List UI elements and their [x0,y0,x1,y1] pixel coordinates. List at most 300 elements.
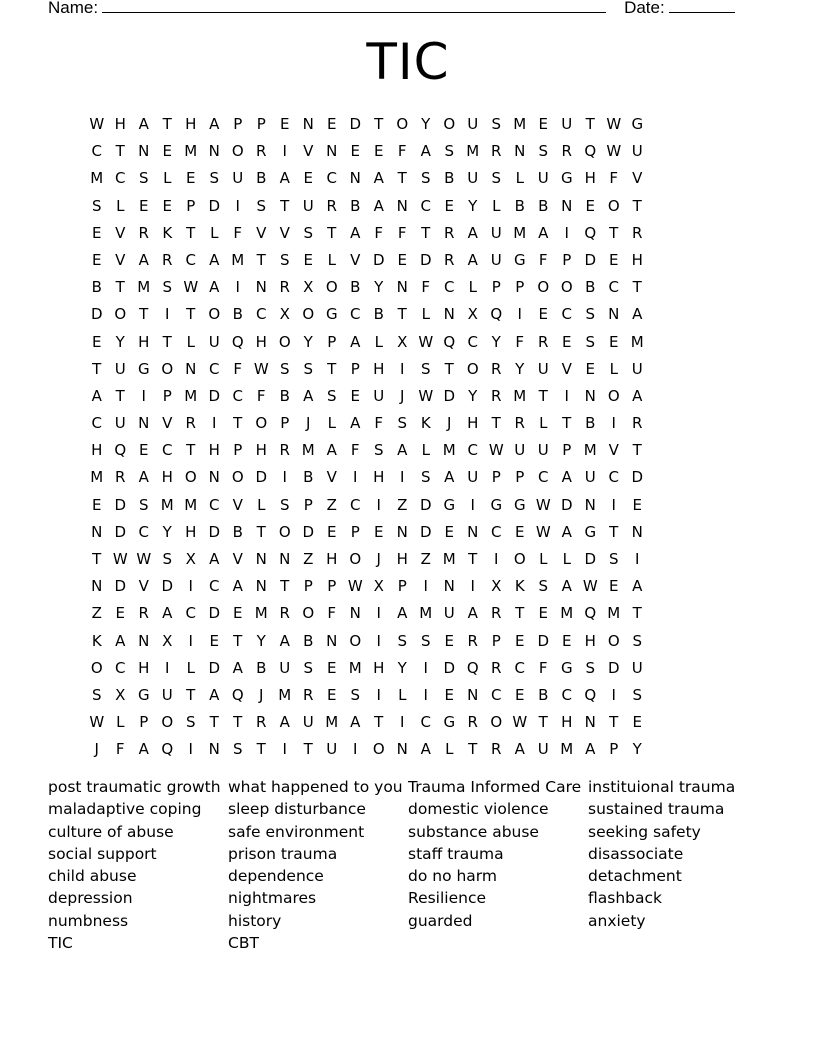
grid-letter[interactable]: O [302,305,315,324]
grid-letter[interactable]: O [161,359,174,378]
grid-letter[interactable]: A [561,522,572,541]
grid-letter[interactable]: G [560,169,573,188]
grid-letter[interactable]: U [631,658,643,677]
grid-letter[interactable]: E [444,522,454,541]
grid-letter[interactable]: B [232,305,243,324]
grid-letter[interactable]: C [420,196,431,215]
grid-letter[interactable]: S [632,631,643,650]
grid-letter[interactable]: L [609,359,618,378]
grid-letter[interactable]: A [350,414,361,433]
grid-letter[interactable]: C [608,468,619,487]
grid-letter[interactable]: R [491,359,502,378]
grid-letter[interactable]: D [208,522,221,541]
grid-letter[interactable]: N [279,550,291,568]
grid-letter[interactable]: E [515,522,525,541]
grid-letter[interactable]: P [162,386,172,405]
grid-letter[interactable]: H [185,522,197,541]
grid-letter[interactable]: D [631,468,644,487]
grid-letter[interactable]: R [326,196,337,215]
grid-letter[interactable]: N [255,550,267,568]
grid-letter[interactable]: Y [115,332,125,351]
grid-letter[interactable]: I [188,577,193,596]
grid-letter[interactable]: H [208,441,220,460]
grid-letter[interactable]: S [491,115,502,133]
grid-letter[interactable]: R [279,278,290,297]
grid-letter[interactable]: Y [515,359,525,378]
grid-letter[interactable]: S [538,142,549,161]
grid-letter[interactable]: H [467,414,479,433]
grid-letter[interactable]: A [585,740,596,759]
grid-letter[interactable]: Q [584,142,597,161]
grid-letter[interactable]: I [376,685,381,704]
grid-letter[interactable]: M [160,495,174,514]
grid-letter[interactable]: D [208,386,221,405]
grid-letter[interactable]: I [165,305,170,324]
grid-letter[interactable]: R [561,142,572,161]
grid-letter[interactable]: P [515,468,525,487]
grid-letter[interactable]: P [562,250,572,269]
grid-letter[interactable]: M [348,658,362,677]
grid-letter[interactable]: G [325,305,338,324]
grid-letter[interactable]: O [278,522,291,541]
grid-letter[interactable]: I [212,414,217,433]
grid-letter[interactable]: H [138,658,150,677]
grid-letter[interactable]: T [632,196,642,215]
grid-letter[interactable]: S [420,359,431,378]
grid-letter[interactable]: N [608,305,620,324]
grid-letter[interactable]: E [397,250,407,269]
grid-letter[interactable]: U [208,332,220,351]
grid-letter[interactable]: H [584,169,596,188]
grid-letter[interactable]: Q [584,685,597,704]
grid-letter[interactable]: V [232,550,243,568]
grid-letter[interactable]: C [608,278,619,297]
grid-letter[interactable]: E [444,196,454,215]
grid-letter[interactable]: P [303,495,313,514]
grid-letter[interactable]: N [631,522,643,541]
grid-letter[interactable]: Q [584,223,597,242]
grid-letter[interactable]: M [90,468,104,487]
grid-letter[interactable]: N [302,115,314,133]
grid-letter[interactable]: S [185,713,196,732]
grid-letter[interactable]: W [347,577,363,596]
grid-letter[interactable]: I [376,495,381,514]
grid-letter[interactable]: C [444,278,455,297]
grid-letter[interactable]: E [538,604,548,623]
grid-letter[interactable]: L [257,495,266,514]
grid-letter[interactable]: E [92,495,102,514]
grid-letter[interactable]: P [303,577,313,596]
grid-letter[interactable]: L [116,196,125,215]
grid-letter[interactable]: O [114,305,127,324]
grid-letter[interactable]: T [115,142,125,161]
grid-letter[interactable]: M [278,685,292,704]
grid-letter[interactable]: G [443,713,456,732]
grid-letter[interactable]: M [560,740,574,759]
grid-letter[interactable]: S [303,359,314,378]
grid-letter[interactable]: E [162,196,172,215]
grid-letter[interactable]: Z [326,495,337,514]
grid-letter[interactable]: E [280,115,290,133]
grid-letter[interactable]: S [303,658,314,677]
grid-letter[interactable]: E [233,604,243,623]
grid-letter[interactable]: I [611,685,616,704]
grid-letter[interactable]: S [232,740,243,759]
grid-letter[interactable]: T [327,359,337,378]
grid-letter[interactable]: A [209,115,220,133]
grid-letter[interactable]: W [89,115,105,133]
grid-letter[interactable]: L [421,305,430,324]
grid-letter[interactable]: S [279,250,290,269]
grid-letter[interactable]: O [560,278,573,297]
grid-letter[interactable]: U [114,359,126,378]
grid-letter[interactable]: S [279,359,290,378]
grid-letter[interactable]: L [398,685,407,704]
grid-letter[interactable]: N [584,713,596,732]
grid-letter[interactable]: M [325,713,339,732]
grid-letter[interactable]: L [186,332,195,351]
grid-letter[interactable]: T [256,522,266,541]
grid-letter[interactable]: R [491,604,502,623]
grid-letter[interactable]: I [423,658,428,677]
grid-letter[interactable]: N [349,604,361,623]
grid-letter[interactable]: N [91,522,103,541]
grid-letter[interactable]: F [374,414,384,433]
grid-letter[interactable]: X [279,305,290,324]
grid-letter[interactable]: T [632,441,642,460]
grid-letter[interactable]: T [92,550,102,568]
grid-letter[interactable]: A [162,604,173,623]
grid-letter[interactable]: T [280,196,290,215]
grid-letter[interactable]: G [137,685,150,704]
grid-letter[interactable]: H [114,115,126,133]
grid-letter[interactable]: H [373,658,385,677]
grid-letter[interactable]: N [396,196,408,215]
grid-letter[interactable]: S [420,169,431,188]
grid-letter[interactable]: I [423,577,428,596]
grid-letter[interactable]: D [208,658,221,677]
grid-letter[interactable]: O [372,740,385,759]
grid-letter[interactable]: E [632,495,642,514]
grid-letter[interactable]: T [632,604,642,623]
grid-letter[interactable]: U [537,359,549,378]
grid-letter[interactable]: T [139,305,149,324]
grid-letter[interactable]: C [350,495,361,514]
grid-letter[interactable]: T [115,278,125,297]
grid-letter[interactable]: N [208,142,220,161]
grid-letter[interactable]: T [327,223,337,242]
grid-letter[interactable]: G [443,495,456,514]
grid-letter[interactable]: F [397,223,407,242]
grid-letter[interactable]: A [209,550,220,568]
grid-letter[interactable]: N [396,278,408,297]
grid-letter[interactable]: U [279,658,291,677]
grid-letter[interactable]: E [585,196,595,215]
grid-letter[interactable]: A [538,223,549,242]
grid-letter[interactable]: T [92,359,102,378]
grid-letter[interactable]: W [89,713,105,732]
grid-letter[interactable]: X [115,685,126,704]
grid-letter[interactable]: C [561,685,572,704]
grid-letter[interactable]: A [138,740,149,759]
grid-letter[interactable]: T [115,386,125,405]
grid-letter[interactable]: E [162,142,172,161]
grid-letter[interactable]: S [585,658,596,677]
grid-letter[interactable]: I [400,359,405,378]
grid-letter[interactable]: W [582,577,598,596]
grid-letter[interactable]: Z [420,550,431,568]
grid-letter[interactable]: W [112,550,128,568]
grid-letter[interactable]: I [564,223,569,242]
grid-letter[interactable]: H [185,115,197,133]
grid-letter[interactable]: U [373,386,385,405]
grid-letter[interactable]: B [538,196,549,215]
grid-letter[interactable]: H [631,250,643,269]
grid-letter[interactable]: R [632,414,643,433]
grid-letter[interactable]: U [326,740,338,759]
grid-letter[interactable]: T [256,250,266,269]
grid-letter[interactable]: U [161,685,173,704]
grid-letter[interactable]: A [115,631,126,650]
grid-letter[interactable]: Y [162,522,172,541]
grid-letter[interactable]: V [279,223,290,242]
grid-letter[interactable]: L [492,196,501,215]
grid-letter[interactable]: O [231,142,244,161]
grid-letter[interactable]: X [397,332,408,351]
grid-letter[interactable]: L [210,223,219,242]
grid-letter[interactable]: Q [114,441,127,460]
grid-letter[interactable]: X [491,577,502,596]
grid-letter[interactable]: N [396,522,408,541]
grid-letter[interactable]: E [350,386,360,405]
grid-letter[interactable]: A [467,223,478,242]
grid-letter[interactable]: O [466,359,479,378]
grid-letter[interactable]: S [91,685,102,704]
grid-letter[interactable]: E [327,685,337,704]
grid-letter[interactable]: U [537,740,549,759]
grid-letter[interactable]: F [421,278,431,297]
grid-letter[interactable]: S [162,278,173,297]
grid-letter[interactable]: F [327,604,337,623]
grid-letter[interactable]: T [609,713,619,732]
grid-letter[interactable]: A [138,115,149,133]
grid-letter[interactable]: D [584,550,597,568]
grid-letter[interactable]: F [397,142,407,161]
grid-letter[interactable]: N [138,142,150,161]
grid-letter[interactable]: E [609,577,619,596]
grid-letter[interactable]: N [326,142,338,161]
grid-letter[interactable]: F [515,332,525,351]
grid-letter[interactable]: D [443,386,456,405]
grid-letter[interactable]: V [256,223,267,242]
grid-letter[interactable]: T [280,577,290,596]
grid-letter[interactable]: S [303,223,314,242]
grid-letter[interactable]: Z [91,604,102,623]
grid-letter[interactable]: C [467,332,478,351]
grid-letter[interactable]: C [115,658,126,677]
grid-letter[interactable]: S [397,414,408,433]
grid-letter[interactable]: L [327,250,336,269]
grid-letter[interactable]: L [421,441,430,460]
grid-letter[interactable]: A [279,631,290,650]
grid-letter[interactable]: I [282,142,287,161]
grid-letter[interactable]: C [162,441,173,460]
grid-letter[interactable]: H [161,468,173,487]
grid-letter[interactable]: O [443,115,456,133]
grid-letter[interactable]: W [606,115,622,133]
grid-letter[interactable]: E [562,332,572,351]
grid-letter[interactable]: C [491,685,502,704]
grid-letter[interactable]: M [630,332,644,351]
grid-letter[interactable]: H [255,332,267,351]
grid-letter[interactable]: C [467,441,478,460]
grid-letter[interactable]: A [373,196,384,215]
grid-letter[interactable]: E [115,604,125,623]
grid-letter[interactable]: T [186,305,196,324]
grid-letter[interactable]: R [444,223,455,242]
grid-letter[interactable]: D [208,196,221,215]
grid-letter[interactable]: B [373,305,384,324]
grid-letter[interactable]: E [327,115,337,133]
grid-letter[interactable]: A [232,577,243,596]
grid-letter[interactable]: N [349,169,361,188]
grid-letter[interactable]: O [396,115,409,133]
grid-letter[interactable]: A [326,441,337,460]
grid-letter[interactable]: N [467,522,479,541]
grid-letter[interactable]: Y [374,278,384,297]
grid-letter[interactable]: T [585,115,595,133]
grid-letter[interactable]: A [279,169,290,188]
grid-letter[interactable]: T [562,414,572,433]
grid-letter[interactable]: O [349,631,362,650]
grid-letter[interactable]: C [491,522,502,541]
grid-letter[interactable]: P [491,468,501,487]
grid-letter[interactable]: W [606,142,622,161]
grid-letter[interactable]: C [420,713,431,732]
grid-letter[interactable]: H [373,468,385,487]
grid-letter[interactable]: T [233,414,243,433]
grid-letter[interactable]: E [92,332,102,351]
grid-letter[interactable]: Y [468,196,478,215]
grid-letter[interactable]: I [635,550,640,568]
grid-letter[interactable]: A [350,713,361,732]
grid-letter[interactable]: R [138,223,149,242]
grid-letter[interactable]: N [467,685,479,704]
grid-letter[interactable]: O [349,550,362,568]
grid-letter[interactable]: O [208,305,221,324]
grid-letter[interactable]: I [494,550,499,568]
grid-letter[interactable]: L [186,658,195,677]
grid-letter[interactable]: N [514,142,526,161]
grid-letter[interactable]: D [584,250,597,269]
grid-letter[interactable]: M [607,604,621,623]
grid-letter[interactable]: R [514,414,525,433]
grid-letter[interactable]: G [137,359,150,378]
grid-letter[interactable]: C [138,522,149,541]
grid-letter[interactable]: T [186,685,196,704]
grid-letter[interactable]: D [419,495,432,514]
grid-letter[interactable]: F [233,223,243,242]
grid-letter[interactable]: G [490,495,503,514]
grid-letter[interactable]: Q [466,658,479,677]
grid-letter[interactable]: S [585,332,596,351]
grid-letter[interactable]: X [185,550,196,568]
grid-letter[interactable]: A [209,278,220,297]
grid-letter[interactable]: E [374,142,384,161]
grid-letter[interactable]: T [609,522,619,541]
grid-letter[interactable]: J [94,740,99,759]
grid-letter[interactable]: K [420,414,431,433]
grid-letter[interactable]: C [256,305,267,324]
grid-letter[interactable]: F [115,740,125,759]
grid-letter[interactable]: H [138,332,150,351]
grid-letter[interactable]: F [350,441,360,460]
grid-letter[interactable]: E [186,169,196,188]
grid-letter[interactable]: N [208,740,220,759]
grid-letter[interactable]: I [564,386,569,405]
grid-letter[interactable]: X [373,577,384,596]
grid-letter[interactable]: I [353,740,358,759]
grid-letter[interactable]: U [302,196,314,215]
grid-letter[interactable]: D [560,495,573,514]
grid-letter[interactable]: T [233,631,243,650]
grid-letter[interactable]: N [443,305,455,324]
grid-letter[interactable]: U [490,223,502,242]
grid-letter[interactable]: N [561,196,573,215]
grid-letter[interactable]: J [306,414,311,433]
grid-letter[interactable]: R [491,740,502,759]
grid-letter[interactable]: M [560,604,574,623]
grid-letter[interactable]: I [400,713,405,732]
grid-letter[interactable]: S [279,495,290,514]
grid-letter[interactable]: W [253,359,269,378]
grid-letter[interactable]: N [584,386,596,405]
grid-letter[interactable]: L [116,713,125,732]
grid-letter[interactable]: R [632,223,643,242]
grid-letter[interactable]: B [585,278,596,297]
grid-letter[interactable]: P [256,115,266,133]
grid-letter[interactable]: P [350,522,360,541]
grid-letter[interactable]: B [585,414,596,433]
grid-letter[interactable]: O [607,386,620,405]
grid-letter[interactable]: T [256,740,266,759]
grid-letter[interactable]: U [561,115,573,133]
grid-letter[interactable]: R [279,441,290,460]
grid-letter[interactable]: W [183,278,199,297]
grid-letter[interactable]: I [611,414,616,433]
grid-letter[interactable]: T [397,169,407,188]
grid-letter[interactable]: H [584,631,596,650]
grid-letter[interactable]: T [209,713,219,732]
grid-letter[interactable]: B [279,386,290,405]
grid-letter[interactable]: B [444,169,455,188]
grid-letter[interactable]: M [442,441,456,460]
grid-letter[interactable]: O [537,278,550,297]
grid-letter[interactable]: S [209,169,220,188]
grid-letter[interactable]: P [233,115,243,133]
grid-letter[interactable]: R [256,713,267,732]
grid-letter[interactable]: H [326,550,338,568]
grid-letter[interactable]: T [397,305,407,324]
grid-letter[interactable]: F [538,658,548,677]
grid-letter[interactable]: M [90,169,104,188]
grid-letter[interactable]: M [513,386,527,405]
grid-letter[interactable]: D [161,577,174,596]
grid-letter[interactable]: Y [491,332,501,351]
grid-letter[interactable]: R [467,713,478,732]
grid-letter[interactable]: S [608,550,619,568]
grid-letter[interactable]: Z [303,550,314,568]
